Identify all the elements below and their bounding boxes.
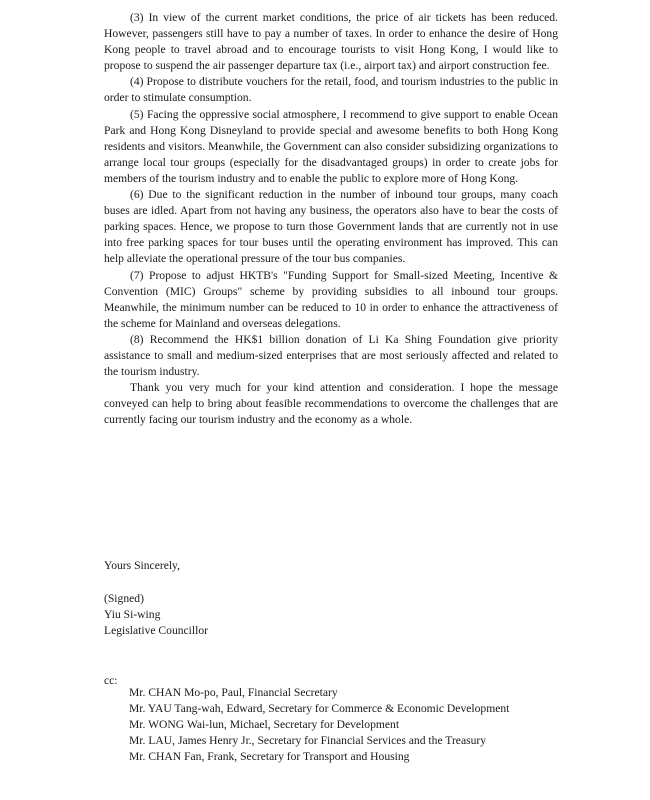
letter-body: [104, 10, 558, 428]
cc-block: [104, 673, 574, 777]
cc-recipient: Mr. LAU, James Henry Jr., Secretary for Financial Services and the Treasury: [129, 733, 487, 747]
paragraph-4-vouchers: (4) Propose to distribute vouchers for the retail, food, and tourism industries to the public in order to stimulate consumption.: [104, 75, 558, 105]
paragraph-6-coach-parking: (6) Due to the significant reduction in the number of inbound tour groups, many coach buses are idled. Apart from not having any business, the operators also have to bear the costs of parking spaces. Hence, we propose to turn those Government lands that are currently not in use into free parking spaces for tour buses until the operating environment has improved. This can help alleviate the operational pressure of the tour bus companies.: [104, 188, 558, 266]
cc-recipient: Mr. WONG Wai-lun, Michael, Secretary for Development: [129, 717, 400, 731]
cc-recipient: Mr. YAU Tang-wah, Edward, Secretary for Commerce & Economic Development: [129, 701, 510, 715]
signature-block: [104, 591, 208, 639]
paragraph-5-theme-parks: (5) Facing the oppressive social atmosphere, I recommend to give support to enable Ocean Park and Hong Kong Disneyland to provide special and awesome benefits to both Hong Kong residents and visitors. Meanwhile, the Government can also consider subsidizing organizations to arrange local tour groups (especially for the disadvantaged groups) in order to create jobs for members of the tourism industry and to enable the public to explore more of Hong Kong.: [104, 107, 558, 185]
cc-label: cc:: [104, 674, 118, 687]
signatory-name: Yiu Si-wing: [104, 608, 161, 621]
closing-salutation: [104, 558, 180, 574]
signatory-title: Legislative Councillor: [104, 624, 208, 637]
cc-recipient: Mr. CHAN Fan, Frank, Secretary for Transport and Housing: [129, 749, 410, 763]
paragraph-7-hktb-scheme: (7) Propose to adjust HKTB's "Funding Support for Small-sized Meeting, Incentive & Convention (MIC) Groups" scheme by providing subsidies to all inbound tour groups. Meanwhile, the minimum number can be reduced to 10 in order to enhance the attractiveness of the scheme for Mainland and overseas delegations.: [104, 268, 558, 330]
paragraph-8-donation: (8) Recommend the HK$1 billion donation of Li Ka Shing Foundation give priority assistance to small and medium-sized enterprises that are most seriously affected and related to the tourism industry.: [104, 332, 558, 379]
cc-recipient-list: [129, 685, 574, 765]
paragraph-3-air-tax: (3) In view of the current market conditions, the price of air tickets has been reduced. However, passengers still have to pay a number of taxes. In order to enhance the desire of Hong Kong people to travel abroad and to encourage tourists to visit Hong Kong, I would like to propose to suspend the air passenger departure tax (i.e., airport tax) and airport construction fee.: [104, 11, 558, 73]
paragraph-thanks: Thank you very much for your kind attention and consideration. I hope the message conveyed can help to bring about feasible recommendations to overcome the challenges that are currently facing our tourism industry and the economy as a whole.: [104, 381, 558, 427]
signed-note: (Signed): [104, 592, 144, 605]
cc-recipient: Mr. CHAN Mo-po, Paul, Financial Secretary: [129, 685, 338, 699]
closing-text: Yours Sincerely,: [104, 559, 181, 572]
